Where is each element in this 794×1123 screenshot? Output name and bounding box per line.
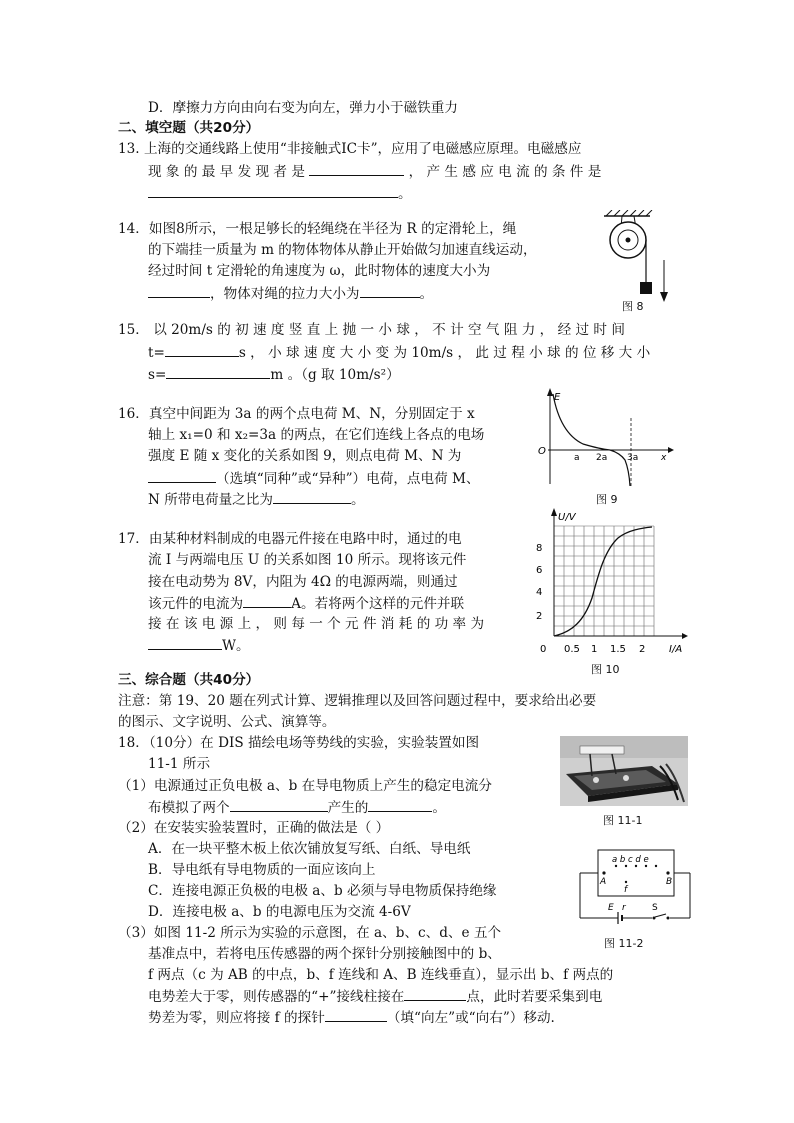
q15-text: s ， 小 球 速 度 大 小 变 为 10m/s ， 此 过 程 小 球 的 位 移 大 小 [238,345,651,361]
q14-line1: 14．如图8所示，一根足够长的轻绳绕在半径为 R 的定滑轮上，绳 [118,221,517,237]
fig11-2-points-label: a b c d e [612,855,649,865]
q14-line2: 的下端挂一质量为 m 的物体物体从静止开始做匀加速直线运动， [148,242,537,258]
q17-line2: 流 I 与两端电压 U 的关系如图 10 所示。现将该元件 [148,552,467,568]
q18-part3-line5 [148,1007,555,1028]
q13-text: 。 [398,186,412,202]
q16-line1: 16．真空中间距为 3a 的两个点电荷 M、N，分别固定于 x [118,406,475,422]
fig11-2-a-label: A [600,877,607,887]
q18-blank-1[interactable] [230,797,328,812]
figure-8-caption: 图 8 [622,300,644,313]
q17-line1: 17．由某种材料制成的电器元件接在电路中时，通过的电 [118,531,462,547]
q16-blank-2[interactable] [273,489,351,504]
q18-part2: （2）在安装实验装置时，正确的做法是（ ） [118,820,390,836]
q18-part3-line2: 基准点中，若将电压传感器的两个探针分别接触图中的 b、 [148,946,501,962]
fig11-2-b-label: B [666,877,673,887]
q18-option-b: B．导电纸有导电物质的一面应该向上 [148,862,376,878]
q16-line3: 强度 E 随 x 变化的关系如图 9，则点电荷 M、N 为 [148,448,462,464]
q18-blank-4[interactable] [325,1007,387,1022]
figure-9-graph [538,388,674,488]
q18-part1-line1: （1）电源通过正负电极 a、b 在导电物质上产生的稳定电流分 [118,778,492,794]
q15-line3 [148,364,400,385]
fig11-2-f-label: f [624,885,628,895]
fig10-x-tick: 0.5 [564,644,580,655]
q15-blank-2[interactable] [166,364,270,379]
fig10-grid [554,526,654,636]
figure-11-2-schematic [578,848,694,934]
q16-line5 [148,489,365,510]
q16-text: （选填“同种”或“异种”）电荷，点电荷 M、 [216,471,480,487]
q13-line1: 13. 上海的交通线路上使用“非接触式IC卡”，应用了电磁感应原理。电磁感应 [118,141,582,157]
section-3-title: 三、综合题（共40分） [118,672,260,688]
q16-text: N 所带电荷量之比为 [148,492,273,508]
q14-line3: 经过时间 t 定滑轮的角速度为 ω，此时物体的速度大小为 [148,263,491,279]
q14-blank-2[interactable] [360,283,420,298]
q13-blank-2[interactable] [148,183,398,198]
fig10-x-tick: 1.5 [610,644,626,655]
option-d: D．摩擦力方向由向右变为向左，弹力小于磁铁重力 [148,100,458,116]
q16-line4 [148,468,480,489]
q18-text: 布模拟了两个 [148,800,230,816]
q14-line4 [148,283,433,304]
fig9-3a-label: 3a [627,453,639,463]
fig10-x-tick: 1 [591,644,598,655]
q18-part3-line3: f 两点（c 为 AB 的中点，b、f 连线和 A、B 连线垂直），显示出 b、f 两点的 [148,967,614,983]
q17-line4 [148,593,464,614]
q18-blank-3[interactable] [404,986,466,1001]
fig10-y-tick: 6 [536,565,543,576]
q18-option-a: A．在一块平整木板上依次铺放复写纸、白纸、导电纸 [148,841,471,857]
figure-8-pulley [600,210,680,310]
q18-text: 点，此时若要采集到电 [466,989,603,1005]
figure-10-graph [532,506,692,656]
q18-text: 势差为零，则应将接 f 的探针 [148,1010,325,1026]
q15-text: m 。（g 取 10m/s²） [270,367,400,383]
fig9-2a-label: 2a [596,453,608,463]
q18-text: 产生的 [327,800,369,816]
fig10-y-tick: 8 [536,543,543,554]
q18-text: （填“向左”或“向右”）移动. [386,1010,555,1026]
q14-text: 。 [419,286,434,302]
q18-part3-line1: （3）如图 11-2 所示为实验的示意图，在 a、b、c、d、e 五个 [118,925,502,941]
q15-blank-1[interactable] [165,342,239,357]
q17-text: W。 [222,638,250,654]
fig11-2-e-label: E [608,903,614,913]
q17-blank-1[interactable] [243,593,291,608]
q17-blank-2[interactable] [148,635,222,650]
fig10-y-tick: 2 [536,611,543,622]
q18-part3-line4 [148,986,602,1007]
q13-blank-1[interactable] [309,161,404,176]
q18-part1-line2 [148,797,446,818]
q15-line2 [148,342,650,363]
q16-blank-1[interactable] [148,468,216,483]
q18-text: 。 [432,800,446,816]
q13-line3 [148,183,412,204]
q18-line2: 11-1 所示 [148,756,211,772]
fig9-e-label: E [554,392,561,403]
q16-text: 。 [350,492,365,508]
q18-option-c: C．连接电源正负极的电极 a、b 必须与导电物质保持绝缘 [148,883,497,899]
fig11-2-s-label: S [652,903,658,913]
note-line1: 注意：第 19、20 题在列式计算、逻辑推理以及回答问题过程中，要求给出必要 [118,693,597,709]
q17-line3: 接在电动势为 8V，内阻为 4Ω 的电源两端，则通过 [148,574,458,590]
q14-text: ，物体对绳的拉力大小为 [210,286,360,302]
q18-blank-2[interactable] [368,797,432,812]
section-2-title: 二、填空题（共20分） [118,120,260,136]
fig10-y-tick: 4 [536,587,543,598]
fig10-x-tick: 2 [639,644,646,655]
q14-blank-1[interactable] [148,283,210,298]
q15-text: s= [148,367,167,383]
q18-option-d: D．连接电极 a、b 的电源电压为交流 4-6V [148,904,411,920]
q15-text: t= [148,345,165,361]
q13-text: ， 产 生 感 应 电 流 的 条 件 是 [408,164,602,180]
fig9-x-label: x [661,453,667,463]
figure-10-caption: 图 10 [591,663,620,676]
q17-line6 [148,635,250,656]
q16-line2: 轴上 x₁=0 和 x₂=3a 的两点，在它们连线上各点的电场 [148,427,485,443]
fig9-a-label: a [574,453,580,463]
fig10-iu-curve [554,527,652,636]
q15-line1: 15． 以 20m/s 的 初 速 度 竖 直 上 抛 一 小 球 ， 不 计 空 气 阻 力 ， 经 过 时 间 [118,322,625,338]
fig10-x-axis-label: I/A [669,644,683,655]
figure-9-caption: 图 9 [596,493,618,506]
q13-text: 现 象 的 最 早 发 现 者 是 [148,164,305,180]
figure-11-2-caption: 图 11-2 [604,937,644,950]
q18-line1: 18．（10分）在 DIS 描绘电场等势线的实验，实验装置如图 [118,735,480,751]
q17-text: 该元件的电流为 [148,596,244,612]
fig10-y-axis-label: U/V [558,512,576,523]
figure-11-1-photo [560,736,688,806]
q18-text: 电势差大于零，则传感器的“+”接线柱接在 [148,989,405,1005]
q17-text: A。若将两个这样的元件并联 [291,596,465,612]
figure-11-1-caption: 图 11-1 [603,814,643,827]
fig10-x-tick: 0 [540,644,547,655]
fig9-origin-label: O [538,446,546,457]
fig11-2-r-label: r [622,903,626,913]
q17-line5: 接 在 该 电 源 上 ， 则 每 一 个 元 件 消 耗 的 功 率 为 [148,616,485,632]
note-line2: 的图示、文字说明、公式、演算等。 [118,714,336,730]
q13-line2 [148,161,601,182]
